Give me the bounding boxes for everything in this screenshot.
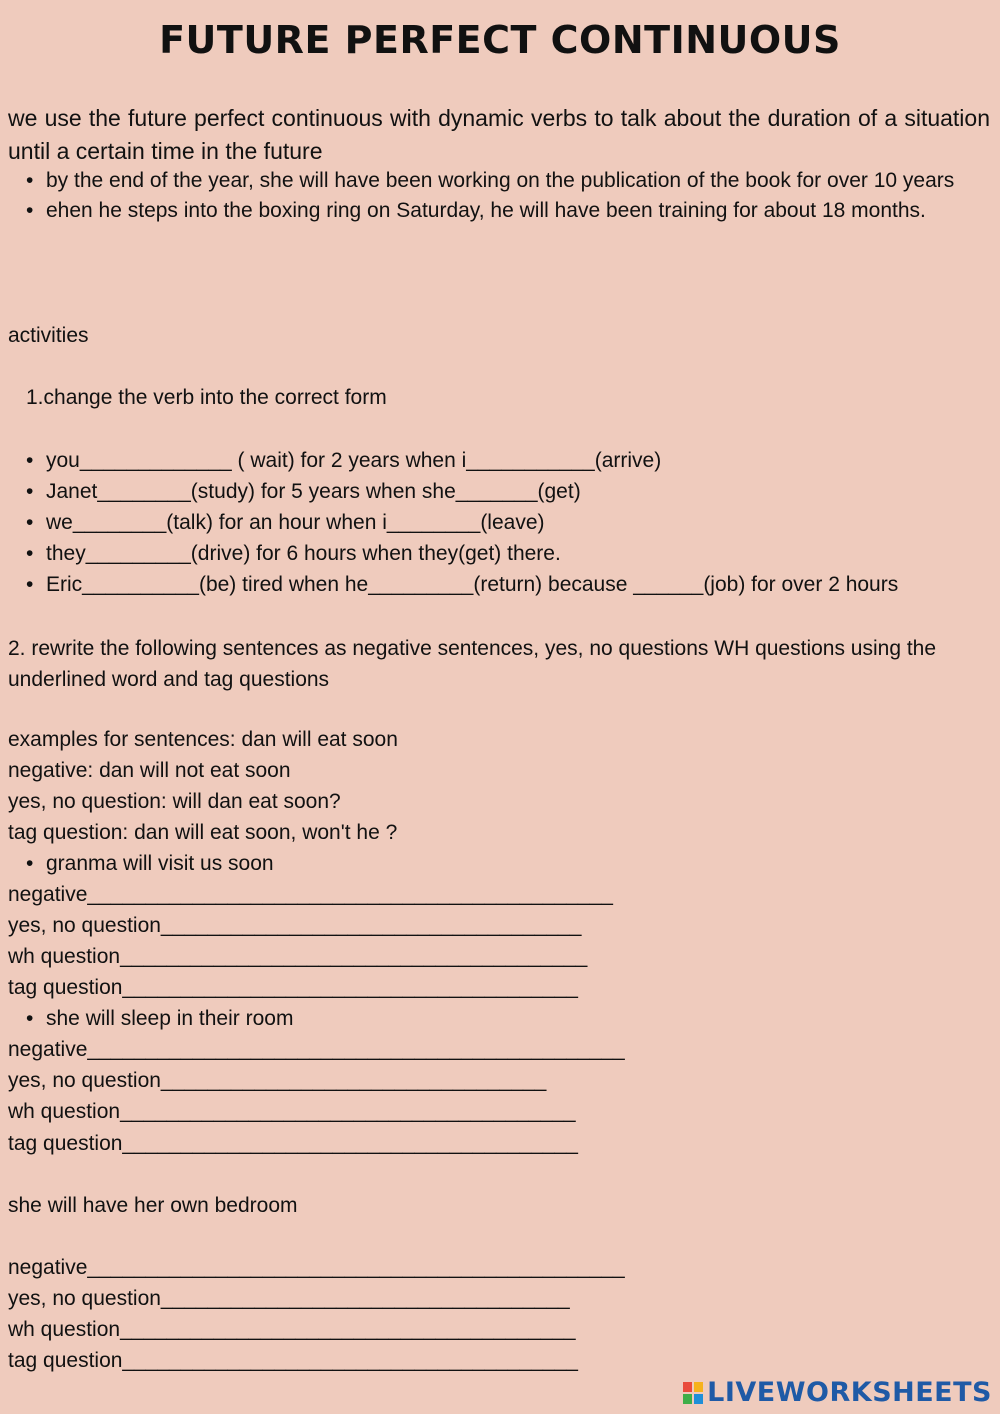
answer-line[interactable]: yes, no question___________________________________ [8, 1287, 570, 1310]
example-line: yes, no question: will dan eat soon? [8, 790, 341, 813]
activity1-item: • Eric__________(be) tired when he_________(return) because ______(job) for over 2 hours [26, 574, 878, 595]
answer-line[interactable]: yes, no question____________________________________ [8, 914, 582, 937]
answer-line[interactable]: tag question_______________________________________ [8, 976, 578, 999]
logo-mark-icon [683, 1382, 703, 1404]
intro-paragraph: we use the future perfect continuous with dynamic verbs to talk about the duration of a situation until a certain time in the future [8, 105, 990, 164]
activities-heading: activities [8, 324, 89, 347]
activity1-item: • we________(talk) for an hour when i________(leave) [26, 512, 525, 533]
activity1-item: • Janet________(study) for 5 years when she_______(get) [26, 481, 561, 502]
sentence-prompt: • she will sleep in their room [26, 1008, 273, 1029]
answer-line[interactable]: yes, no question_________________________________ [8, 1069, 547, 1092]
activity2-instruction: 2. rewrite the following sentences as negative sentences, yes, no questions WH questions using the underlined word and tag questions [8, 637, 937, 691]
activity1-item: • they_________(drive) for 6 hours when they(get) there. [26, 543, 541, 564]
answer-line[interactable]: wh question_______________________________________ [8, 1100, 576, 1123]
answer-line[interactable]: wh question_______________________________________ [8, 1318, 576, 1341]
logo-text: LIVEWORKSHEETS [707, 1377, 992, 1408]
sentence-prompt: • granma will visit us soon [26, 853, 254, 874]
activity1-instruction [26, 387, 387, 408]
page-title: FUTURE PERFECT CONTINUOUS [159, 18, 841, 62]
example-line: tag question: dan will eat soon, won't he ? [8, 821, 398, 844]
activity1-item: • you_____________ ( wait) for 2 years when i___________(arrive) [26, 450, 641, 471]
example-line: examples for sentences: dan will eat soon [8, 728, 398, 751]
answer-line[interactable]: negative______________________________________________ [8, 1256, 625, 1279]
liveworksheets-logo [683, 1377, 992, 1408]
intro-example: • ehen he steps into the boxing ring on Saturday, he will have been training for about 18 months. [26, 200, 906, 221]
activity1-instruction-text: change the verb into the correct form [43, 386, 387, 409]
answer-line[interactable]: tag question_______________________________________ [8, 1349, 578, 1372]
answer-line[interactable]: negative_____________________________________________ [8, 883, 613, 906]
intro-example: • by the end of the year, she will have been working on the publication of the book for over 10 years [26, 170, 934, 191]
activity1-number: 1. [26, 386, 44, 409]
answer-line[interactable]: negative______________________________________________ [8, 1038, 625, 1061]
answer-line[interactable]: wh question________________________________________ [8, 945, 588, 968]
example-line: negative: dan will not eat soon [8, 759, 291, 782]
answer-line[interactable]: tag question_______________________________________ [8, 1132, 578, 1155]
sentence-prompt: she will have her own bedroom [8, 1194, 298, 1217]
